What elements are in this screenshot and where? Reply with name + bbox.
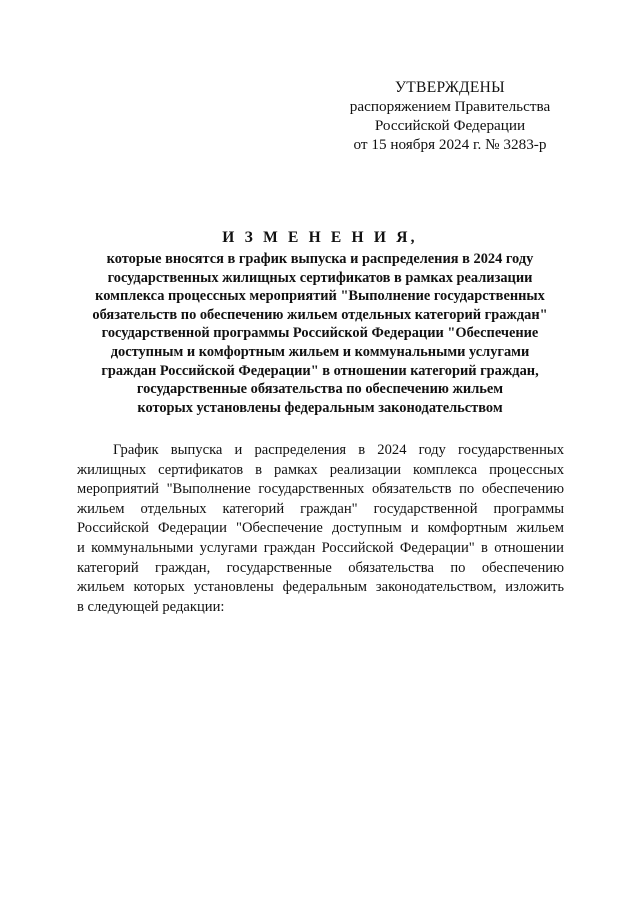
subtitle-line: которые вносятся в график выпуска и распределения в 2024 году bbox=[106, 251, 534, 267]
body-line: в следующей редакции: bbox=[77, 598, 225, 615]
body-line: категорий граждан, государственные обязательства по обеспечению bbox=[77, 559, 564, 576]
subtitle-line: государственные обязательства по обеспечению жильем bbox=[136, 381, 504, 398]
body-line: жилищных сертификатов в рамках реализации комплекса процессных bbox=[77, 461, 564, 478]
document-subtitle bbox=[60, 250, 580, 417]
subtitle-line: которых установлены федеральным законодательством bbox=[137, 399, 503, 416]
approval-line-authority: распоряжением Правительства bbox=[349, 98, 551, 115]
body-line: и коммунальными услугами граждан Российской Федерации" в отношении bbox=[77, 539, 564, 556]
subtitle-line: комплекса процессных мероприятий "Выполнение государственных bbox=[95, 288, 545, 305]
subtitle-line: государственных жилищных сертификатов в рамках реализации bbox=[107, 269, 533, 286]
body-line: График выпуска и распределения в 2024 году государственных bbox=[113, 442, 564, 458]
body-line: мероприятий "Выполнение государственных обязательств по обеспечению bbox=[77, 481, 564, 498]
body-line: жильем которых установлены федеральным законодательством, изложить bbox=[77, 579, 564, 596]
body-paragraph bbox=[77, 441, 564, 617]
approval-stamp bbox=[340, 78, 560, 154]
approval-line-date: от 15 ноября 2024 г. № 3283-р bbox=[353, 136, 547, 153]
body-line: Российской Федерации "Обеспечение доступным и комфортным жильем bbox=[77, 520, 564, 537]
approval-title: УТВЕРЖДЕНЫ bbox=[395, 79, 505, 96]
subtitle-line: граждан Российской Федерации" в отношении категорий граждан, bbox=[101, 362, 539, 379]
subtitle-line: обязательств по обеспечению жильем отдельных категорий граждан" bbox=[92, 306, 548, 323]
body-line: жильем отдельных категорий граждан" государственной программы bbox=[77, 500, 564, 517]
approval-line-country: Российской Федерации bbox=[374, 117, 526, 134]
subtitle-line: государственной программы Российской Федерации "Обеспечение bbox=[101, 325, 539, 342]
subtitle-line: доступным и комфортным жильем и коммунальными услугами bbox=[110, 343, 530, 360]
document-heading: И З М Е Н Е Н И Я, bbox=[222, 229, 418, 246]
